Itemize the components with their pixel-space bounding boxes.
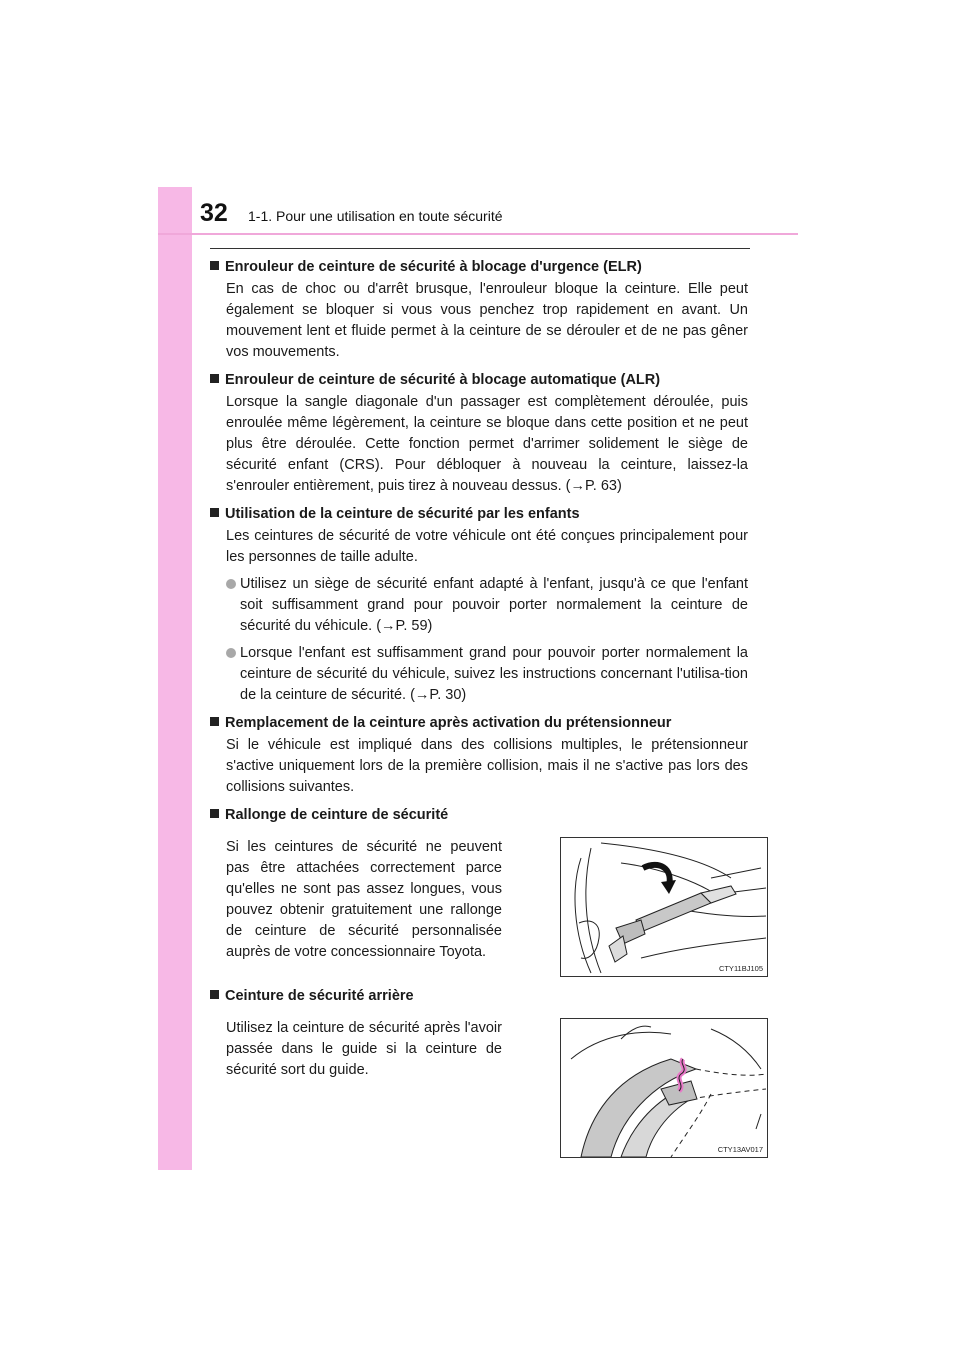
section-pretensioner <box>210 712 748 798</box>
figure-row <box>210 1018 763 1158</box>
section-title: Utilisation de la ceinture de sécurité par les enfants <box>225 506 580 522</box>
section-text: Utilisez la ceinture de sécurité après l'avoir passée dans le guide si la ceinture de sécurité sort du guide. <box>226 1020 502 1078</box>
section-alr <box>210 369 748 497</box>
section-extender <box>210 804 763 977</box>
square-bullet-icon <box>210 809 219 818</box>
main-content <box>210 256 763 1164</box>
section-text: Les ceintures de sécurité de votre véhicule ont été conçues principalement pour les personnes de taille adulte. <box>226 528 748 565</box>
list-item <box>226 574 748 637</box>
section-text: Si le véhicule est impliqué dans des collisions multiples, le prétensionneur s'active uniquement lors de la première collision, mais il ne s'active pas lors des collisions suivantes. <box>226 737 748 795</box>
running-head: 1-1. Pour une utilisation en toute sécurité <box>248 208 503 224</box>
section-title: Enrouleur de ceinture de sécurité à blocage automatique (ALR) <box>225 372 661 388</box>
section-title: Remplacement de la ceinture après activation du prétensionneur <box>225 715 672 731</box>
section-elr <box>210 256 748 363</box>
section-rear <box>210 985 763 1158</box>
square-bullet-icon <box>210 261 219 270</box>
section-heading <box>210 503 748 526</box>
figure-code: CTY11BJ105 <box>718 964 763 973</box>
section-heading <box>210 804 748 827</box>
figure-code: CTY13AV017 <box>717 1145 763 1154</box>
list-item-text: Utilisez un siège de sécurité enfant adapté à l'enfant, jusqu'à ce que l'enfant soit suffisamment grand pour pouvoir porter normalement la ceinture de sécurité du véhicule. (→P. 59) <box>240 576 748 634</box>
list-item-text: Lorsque l'enfant est suffisamment grand pour pouvoir porter normalement la ceinture de sécurité du véhicule, suivez les instructions concernant l'utilisa-tion de la ceinture de sécurité. (→P. 30) <box>240 645 748 703</box>
header-rule <box>158 233 798 235</box>
round-bullet-icon <box>226 648 236 658</box>
square-bullet-icon <box>210 717 219 726</box>
section-children <box>210 503 748 706</box>
figure-row <box>210 837 763 977</box>
square-bullet-icon <box>210 374 219 383</box>
rear-belt-drawing <box>561 1019 767 1157</box>
section-title: Rallonge de ceinture de sécurité <box>225 807 449 823</box>
section-title: Ceinture de sécurité arrière <box>225 988 414 1004</box>
section-heading <box>210 369 748 392</box>
section-title: Enrouleur de ceinture de sécurité à blocage d'urgence (ELR) <box>225 259 642 275</box>
chapter-tab-bar <box>158 187 192 1170</box>
round-bullet-icon <box>226 579 236 589</box>
section-text: Si les ceintures de sécurité ne peuvent pas être attachées correctement parce qu'elles ne sont pas assez longues, vous pouvez obtenir gratuitement une rallonge de ceinture de sécurité personnalisée auprès de votre concessionnaire Toyota. <box>226 839 502 960</box>
list-item <box>226 643 748 706</box>
extender-drawing <box>561 838 767 976</box>
rear-belt-guide-illustration <box>560 1018 768 1158</box>
section-heading <box>210 985 748 1008</box>
page-number: 32 <box>200 199 228 227</box>
section-heading <box>210 256 748 279</box>
section-divider <box>210 248 750 249</box>
square-bullet-icon <box>210 508 219 517</box>
square-bullet-icon <box>210 990 219 999</box>
section-heading <box>210 712 748 735</box>
section-text: En cas de choc ou d'arrêt brusque, l'enrouleur bloque la ceinture. Elle peut également se bloquer si vous vous penchez trop rapidement en avant. Un mouvement lent et fluide permet à la ceinture de se dérouler et de ne pas gêner vos mouvements. <box>226 281 748 360</box>
section-text: Lorsque la sangle diagonale d'un passager est complètement déroulée, puis enroulée même légèrement, la ceinture se bloque dans cette position et ne peut plus être déroulée. Cette fonction permet d'arrimer solidement le siège de sécurité enfant (CRS). Pour débloquer à nouveau la ceinture, laissez-la s'enrouler entièrement, puis tirez à nouveau dessus. (→P. 63) <box>226 394 748 494</box>
seat-belt-extender-illustration <box>560 837 768 977</box>
